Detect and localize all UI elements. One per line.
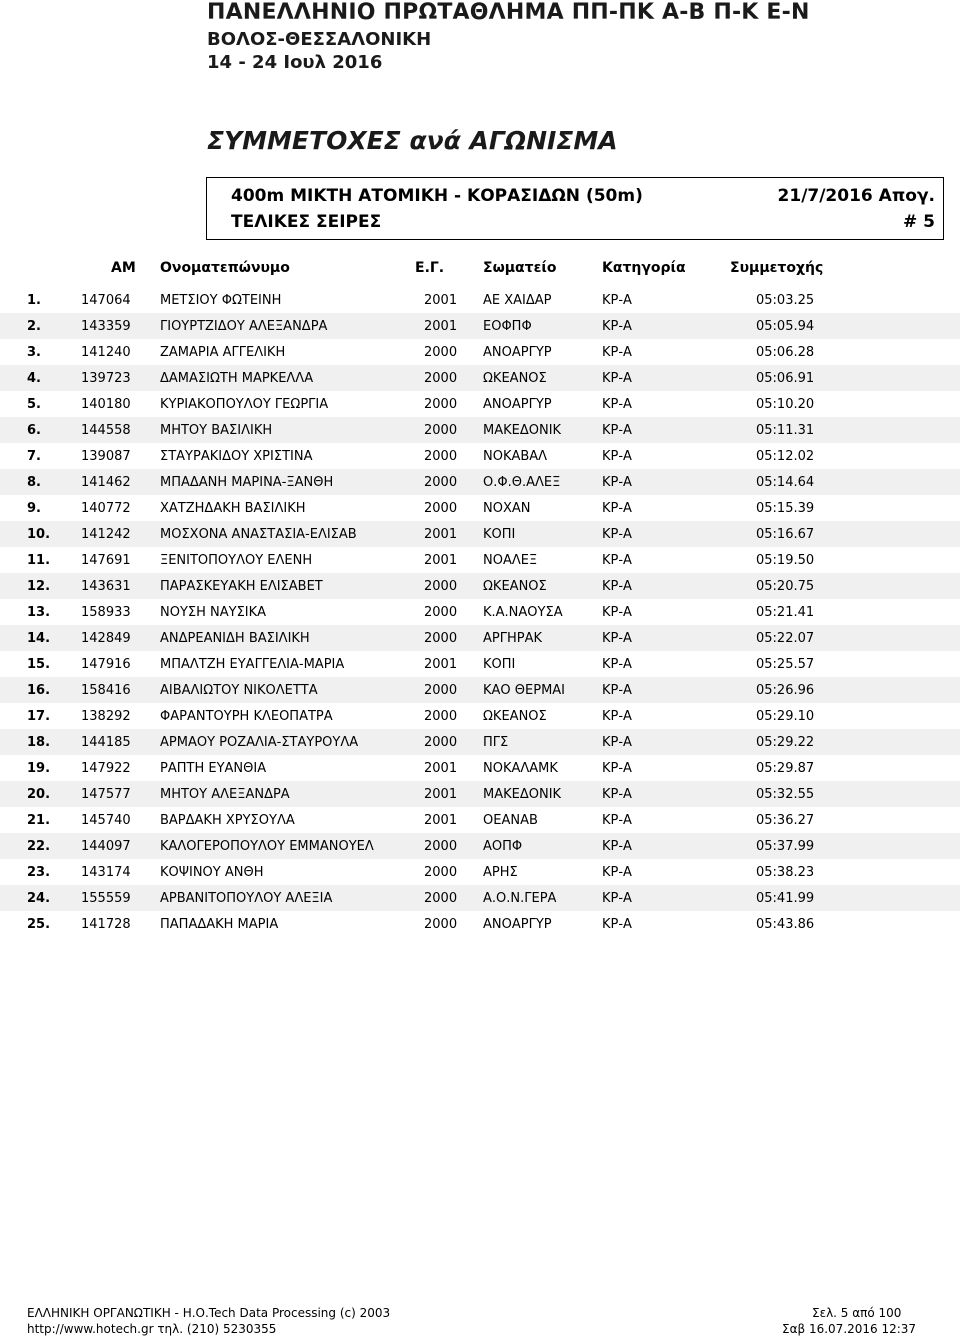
- am: 144097: [81, 839, 131, 854]
- column-headers: [0, 260, 960, 280]
- table-row: [0, 287, 960, 313]
- rank: 13.: [27, 605, 51, 620]
- athlete-name: ΚΟΨΙΝΟΥ ΑΝΘΗ: [160, 865, 264, 880]
- event-date-session: 21/7/2016 Απογ.: [777, 186, 935, 206]
- rank: 2.: [27, 319, 41, 334]
- club: ΩΚΕΑΝΟΣ: [483, 579, 547, 594]
- club: ΑΝΟΑΡΓΥΡ: [483, 397, 552, 412]
- birth-year: 2000: [424, 475, 458, 490]
- championship-dates: 14 - 24 Ιουλ 2016: [207, 52, 383, 73]
- table-row: [0, 911, 960, 937]
- category: ΚΡ-Α: [602, 293, 632, 308]
- category: ΚΡ-Α: [602, 813, 632, 828]
- table-row: [0, 417, 960, 443]
- table-row: [0, 833, 960, 859]
- entry-time: 05:16.67: [756, 527, 815, 542]
- table-row: [0, 859, 960, 885]
- am: 142849: [81, 631, 131, 646]
- am: 144558: [81, 423, 131, 438]
- table-row: [0, 521, 960, 547]
- am: 147916: [81, 657, 131, 672]
- club: ΕΟΦΠΦ: [483, 319, 532, 334]
- rank: 20.: [27, 787, 51, 802]
- rank: 17.: [27, 709, 51, 724]
- entry-time: 05:19.50: [756, 553, 815, 568]
- table-row: [0, 599, 960, 625]
- club: ΑΕ ΧΑΙΔΑΡ: [483, 293, 552, 308]
- table-row: [0, 391, 960, 417]
- championship-title: ΠΑΝΕΛΛΗΝΙΟ ΠΡΩΤΑΘΛΗΜΑ ΠΠ-ΠΚ Α-Β Π-Κ Ε-Ν: [207, 0, 810, 25]
- rank: 25.: [27, 917, 51, 932]
- birth-year: 2001: [424, 527, 458, 542]
- club: ΝΟΧΑΝ: [483, 501, 531, 516]
- entry-time: 05:11.31: [756, 423, 815, 438]
- athlete-name: ΝΟΥΣΗ ΝΑΥΣΙΚΑ: [160, 605, 267, 620]
- table-row: [0, 443, 960, 469]
- rank: 23.: [27, 865, 51, 880]
- event-round: ΤΕΛΙΚΕΣ ΣΕΙΡΕΣ: [231, 212, 382, 232]
- rank: 4.: [27, 371, 41, 386]
- footer-page: Σελ. 5 από 100: [812, 1306, 902, 1320]
- birth-year: 2001: [424, 761, 458, 776]
- am: 143631: [81, 579, 131, 594]
- table-row: [0, 573, 960, 599]
- category: ΚΡ-Α: [602, 449, 632, 464]
- entry-time: 05:29.10: [756, 709, 815, 724]
- table-row: [0, 677, 960, 703]
- col-club: Σωματείο: [483, 260, 557, 276]
- birth-year: 2001: [424, 293, 458, 308]
- club: ΚΟΠΙ: [483, 657, 516, 672]
- category: ΚΡ-Α: [602, 787, 632, 802]
- am: 139087: [81, 449, 131, 464]
- club: ΚΑΟ ΘΕΡΜΑΙ: [483, 683, 566, 698]
- birth-year: 2000: [424, 735, 458, 750]
- entry-time: 05:03.25: [756, 293, 815, 308]
- category: ΚΡ-Α: [602, 865, 632, 880]
- am: 158416: [81, 683, 131, 698]
- col-am: AM: [111, 260, 136, 276]
- birth-year: 2000: [424, 865, 458, 880]
- category: ΚΡ-Α: [602, 579, 632, 594]
- results-table: [0, 287, 960, 937]
- birth-year: 2000: [424, 709, 458, 724]
- entry-time: 05:25.57: [756, 657, 815, 672]
- club: ΝΟΚΑΒΑΛ: [483, 449, 548, 464]
- birth-year: 2000: [424, 579, 458, 594]
- table-row: [0, 755, 960, 781]
- birth-year: 2001: [424, 319, 458, 334]
- event-name: 400m ΜΙΚΤΗ ΑΤΟΜΙΚΗ - ΚΟΡΑΣΙΔΩΝ (50m): [231, 186, 643, 206]
- category: ΚΡ-Α: [602, 917, 632, 932]
- club: ΝΟΑΛΕΞ: [483, 553, 538, 568]
- club: ΠΓΣ: [483, 735, 509, 750]
- rank: 16.: [27, 683, 51, 698]
- rank: 22.: [27, 839, 51, 854]
- birth-year: 2001: [424, 787, 458, 802]
- club: ΜΑΚΕΔΟΝΙΚ: [483, 423, 562, 438]
- club: ΟΕΑΝΑΒ: [483, 813, 538, 828]
- col-year: Ε.Γ.: [415, 260, 445, 276]
- birth-year: 2000: [424, 397, 458, 412]
- category: ΚΡ-Α: [602, 761, 632, 776]
- athlete-name: ΠΑΡΑΣΚΕΥΑΚΗ ΕΛΙΣΑΒΕΤ: [160, 579, 323, 594]
- entry-time: 05:10.20: [756, 397, 815, 412]
- table-row: [0, 885, 960, 911]
- birth-year: 2000: [424, 605, 458, 620]
- club: ΑΝΟΑΡΓΥΡ: [483, 917, 552, 932]
- rank: 6.: [27, 423, 41, 438]
- category: ΚΡ-Α: [602, 527, 632, 542]
- club: ΑΟΠΦ: [483, 839, 523, 854]
- table-row: [0, 729, 960, 755]
- col-category: Κατηγορία: [602, 260, 686, 276]
- table-row: [0, 807, 960, 833]
- category: ΚΡ-Α: [602, 657, 632, 672]
- category: ΚΡ-Α: [602, 553, 632, 568]
- am: 139723: [81, 371, 131, 386]
- athlete-name: ΦΑΡΑΝΤΟΥΡΗ ΚΛΕΟΠΑΤΡΑ: [160, 709, 333, 724]
- athlete-name: ΜΕΤΣΙΟΥ ΦΩΤΕΙΝΗ: [160, 293, 282, 308]
- category: ΚΡ-Α: [602, 397, 632, 412]
- athlete-name: ΚΥΡΙΑΚΟΠΟΥΛΟΥ ΓΕΩΡΓΙΑ: [160, 397, 329, 412]
- category: ΚΡ-Α: [602, 735, 632, 750]
- entry-time: 05:12.02: [756, 449, 815, 464]
- entry-time: 05:29.22: [756, 735, 815, 750]
- footer-printed: Σαβ 16.07.2016 12:37: [782, 1322, 917, 1336]
- club: ΩΚΕΑΝΟΣ: [483, 371, 547, 386]
- athlete-name: ΑΡΒΑΝΙΤΟΠΟΥΛΟΥ ΑΛΕΞΙΑ: [160, 891, 333, 906]
- entry-time: 05:06.28: [756, 345, 815, 360]
- table-row: [0, 339, 960, 365]
- athlete-name: ΚΑΛΟΓΕΡΟΠΟΥΛΟΥ ΕΜΜΑΝΟΥΕΛ: [160, 839, 374, 854]
- footer-contact: http://www.hotech.gr τηλ. (210) 5230355: [27, 1322, 277, 1336]
- rank: 21.: [27, 813, 51, 828]
- club: Ο.Φ.Θ.ΑΛΕΞ: [483, 475, 561, 490]
- am: 147577: [81, 787, 131, 802]
- col-name: Ονοματεπώνυμο: [160, 260, 290, 276]
- entry-time: 05:15.39: [756, 501, 815, 516]
- entry-time: 05:43.86: [756, 917, 815, 932]
- table-row: [0, 547, 960, 573]
- rank: 5.: [27, 397, 41, 412]
- table-row: [0, 651, 960, 677]
- entry-time: 05:37.99: [756, 839, 815, 854]
- entry-time: 05:22.07: [756, 631, 815, 646]
- am: 138292: [81, 709, 131, 724]
- table-row: [0, 469, 960, 495]
- athlete-name: ΜΗΤΟΥ ΒΑΣΙΛΙΚΗ: [160, 423, 273, 438]
- category: ΚΡ-Α: [602, 605, 632, 620]
- category: ΚΡ-Α: [602, 423, 632, 438]
- am: 140180: [81, 397, 131, 412]
- club: Κ.Α.ΝΑΟΥΣΑ: [483, 605, 563, 620]
- rank: 19.: [27, 761, 51, 776]
- category: ΚΡ-Α: [602, 371, 632, 386]
- am: 147064: [81, 293, 131, 308]
- entry-time: 05:14.64: [756, 475, 815, 490]
- entry-time: 05:26.96: [756, 683, 815, 698]
- entry-time: 05:38.23: [756, 865, 815, 880]
- athlete-name: ΣΤΑΥΡΑΚΙΔΟΥ ΧΡΙΣΤΙΝΑ: [160, 449, 313, 464]
- am: 144185: [81, 735, 131, 750]
- rank: 18.: [27, 735, 51, 750]
- athlete-name: ΜΗΤΟΥ ΑΛΕΞΑΝΔΡΑ: [160, 787, 290, 802]
- category: ΚΡ-Α: [602, 345, 632, 360]
- venue: ΒΟΛΟΣ-ΘΕΣΣΑΛΟΝΙΚΗ: [207, 29, 432, 50]
- birth-year: 2000: [424, 917, 458, 932]
- athlete-name: ΖΑΜΑΡΙΑ ΑΓΓΕΛΙΚΗ: [160, 345, 286, 360]
- birth-year: 2000: [424, 501, 458, 516]
- am: 147922: [81, 761, 131, 776]
- category: ΚΡ-Α: [602, 891, 632, 906]
- club: ΝΟΚΑΛΑΜΚ: [483, 761, 558, 776]
- entry-time: 05:29.87: [756, 761, 815, 776]
- rank: 9.: [27, 501, 41, 516]
- table-row: [0, 625, 960, 651]
- table-row: [0, 495, 960, 521]
- birth-year: 2000: [424, 683, 458, 698]
- athlete-name: ΑΝΔΡΕΑΝΙΔΗ ΒΑΣΙΛΙΚΗ: [160, 631, 310, 646]
- athlete-name: ΧΑΤΖΗΔΑΚΗ ΒΑΣΙΛΙΚΗ: [160, 501, 306, 516]
- am: 145740: [81, 813, 131, 828]
- event-box: [206, 177, 944, 240]
- footer-credit: ΕΛΛΗΝΙΚΗ ΟΡΓΑΝΩΤΙΚΗ - Η.Ο.Tech Data Processing (c) 2003: [27, 1306, 391, 1320]
- entry-time: 05:32.55: [756, 787, 815, 802]
- am: 141242: [81, 527, 131, 542]
- entry-time: 05:05.94: [756, 319, 815, 334]
- am: 155559: [81, 891, 131, 906]
- entry-time: 05:20.75: [756, 579, 815, 594]
- athlete-name: ΒΑΡΔΑΚΗ ΧΡΥΣΟΥΛΑ: [160, 813, 295, 828]
- athlete-name: ΑΡΜΑΟΥ ΡΟΖΑΛΙΑ-ΣΤΑΥΡΟΥΛΑ: [160, 735, 359, 750]
- event-number: # 5: [903, 212, 935, 232]
- birth-year: 2000: [424, 839, 458, 854]
- am: 141240: [81, 345, 131, 360]
- table-row: [0, 365, 960, 391]
- athlete-name: ΜΠΑΔΑΝΗ ΜΑΡΙΝΑ-ΞΑΝΘΗ: [160, 475, 334, 490]
- birth-year: 2000: [424, 423, 458, 438]
- birth-year: 2000: [424, 371, 458, 386]
- table-row: [0, 703, 960, 729]
- birth-year: 2001: [424, 813, 458, 828]
- rank: 15.: [27, 657, 51, 672]
- category: ΚΡ-Α: [602, 839, 632, 854]
- athlete-name: ΠΑΠΑΔΑΚΗ ΜΑΡΙΑ: [160, 917, 279, 932]
- category: ΚΡ-Α: [602, 319, 632, 334]
- entry-time: 05:06.91: [756, 371, 815, 386]
- athlete-name: ΜΠΑΛΤΖΗ ΕΥΑΓΓΕΛΙΑ-ΜΑΡΙΑ: [160, 657, 345, 672]
- rank: 14.: [27, 631, 51, 646]
- birth-year: 2000: [424, 631, 458, 646]
- rank: 8.: [27, 475, 41, 490]
- rank: 7.: [27, 449, 41, 464]
- category: ΚΡ-Α: [602, 631, 632, 646]
- birth-year: 2001: [424, 553, 458, 568]
- athlete-name: ΞΕΝΙΤΟΠΟΥΛΟΥ ΕΛΕΝΗ: [160, 553, 313, 568]
- club: ΑΡΓΗΡΑΚ: [483, 631, 543, 646]
- table-row: [0, 313, 960, 339]
- category: ΚΡ-Α: [602, 501, 632, 516]
- athlete-name: ΑΙΒΑΛΙΩΤΟΥ ΝΙΚΟΛΕΤΤΑ: [160, 683, 318, 698]
- athlete-name: ΔΑΜΑΣΙΩΤΗ ΜΑΡΚΕΛΛΑ: [160, 371, 314, 386]
- am: 141728: [81, 917, 131, 932]
- am: 158933: [81, 605, 131, 620]
- club: ΚΟΠΙ: [483, 527, 516, 542]
- am: 147691: [81, 553, 131, 568]
- table-row: [0, 781, 960, 807]
- am: 143174: [81, 865, 131, 880]
- club: ΩΚΕΑΝΟΣ: [483, 709, 547, 724]
- birth-year: 2000: [424, 891, 458, 906]
- club: ΑΡΗΣ: [483, 865, 518, 880]
- rank: 10.: [27, 527, 51, 542]
- am: 141462: [81, 475, 131, 490]
- category: ΚΡ-Α: [602, 709, 632, 724]
- am: 143359: [81, 319, 131, 334]
- am: 140772: [81, 501, 131, 516]
- rank: 1.: [27, 293, 41, 308]
- club: ΑΝΟΑΡΓΥΡ: [483, 345, 552, 360]
- birth-year: 2000: [424, 449, 458, 464]
- rank: 11.: [27, 553, 51, 568]
- rank: 24.: [27, 891, 51, 906]
- athlete-name: ΓΙΟΥΡΤΖΙΔΟΥ ΑΛΕΞΑΝΔΡΑ: [160, 319, 328, 334]
- entry-time: 05:41.99: [756, 891, 815, 906]
- rank: 12.: [27, 579, 51, 594]
- athlete-name: ΡΑΠΤΗ ΕΥΑΝΘΙΑ: [160, 761, 267, 776]
- club: Α.Ο.Ν.ΓΕΡΑ: [483, 891, 557, 906]
- category: ΚΡ-Α: [602, 683, 632, 698]
- page-subtitle: ΣΥΜΜΕΤΟΧΕΣ ανά ΑΓΩΝΙΣΜΑ: [207, 126, 618, 155]
- entry-time: 05:36.27: [756, 813, 815, 828]
- category: ΚΡ-Α: [602, 475, 632, 490]
- col-entry: Συμμετοχής: [730, 260, 824, 276]
- rank: 3.: [27, 345, 41, 360]
- club: ΜΑΚΕΔΟΝΙΚ: [483, 787, 562, 802]
- birth-year: 2001: [424, 657, 458, 672]
- athlete-name: ΜΟΣΧΟΝΑ ΑΝΑΣΤΑΣΙΑ-ΕΛΙΣΑΒ: [160, 527, 357, 542]
- entry-time: 05:21.41: [756, 605, 815, 620]
- birth-year: 2000: [424, 345, 458, 360]
